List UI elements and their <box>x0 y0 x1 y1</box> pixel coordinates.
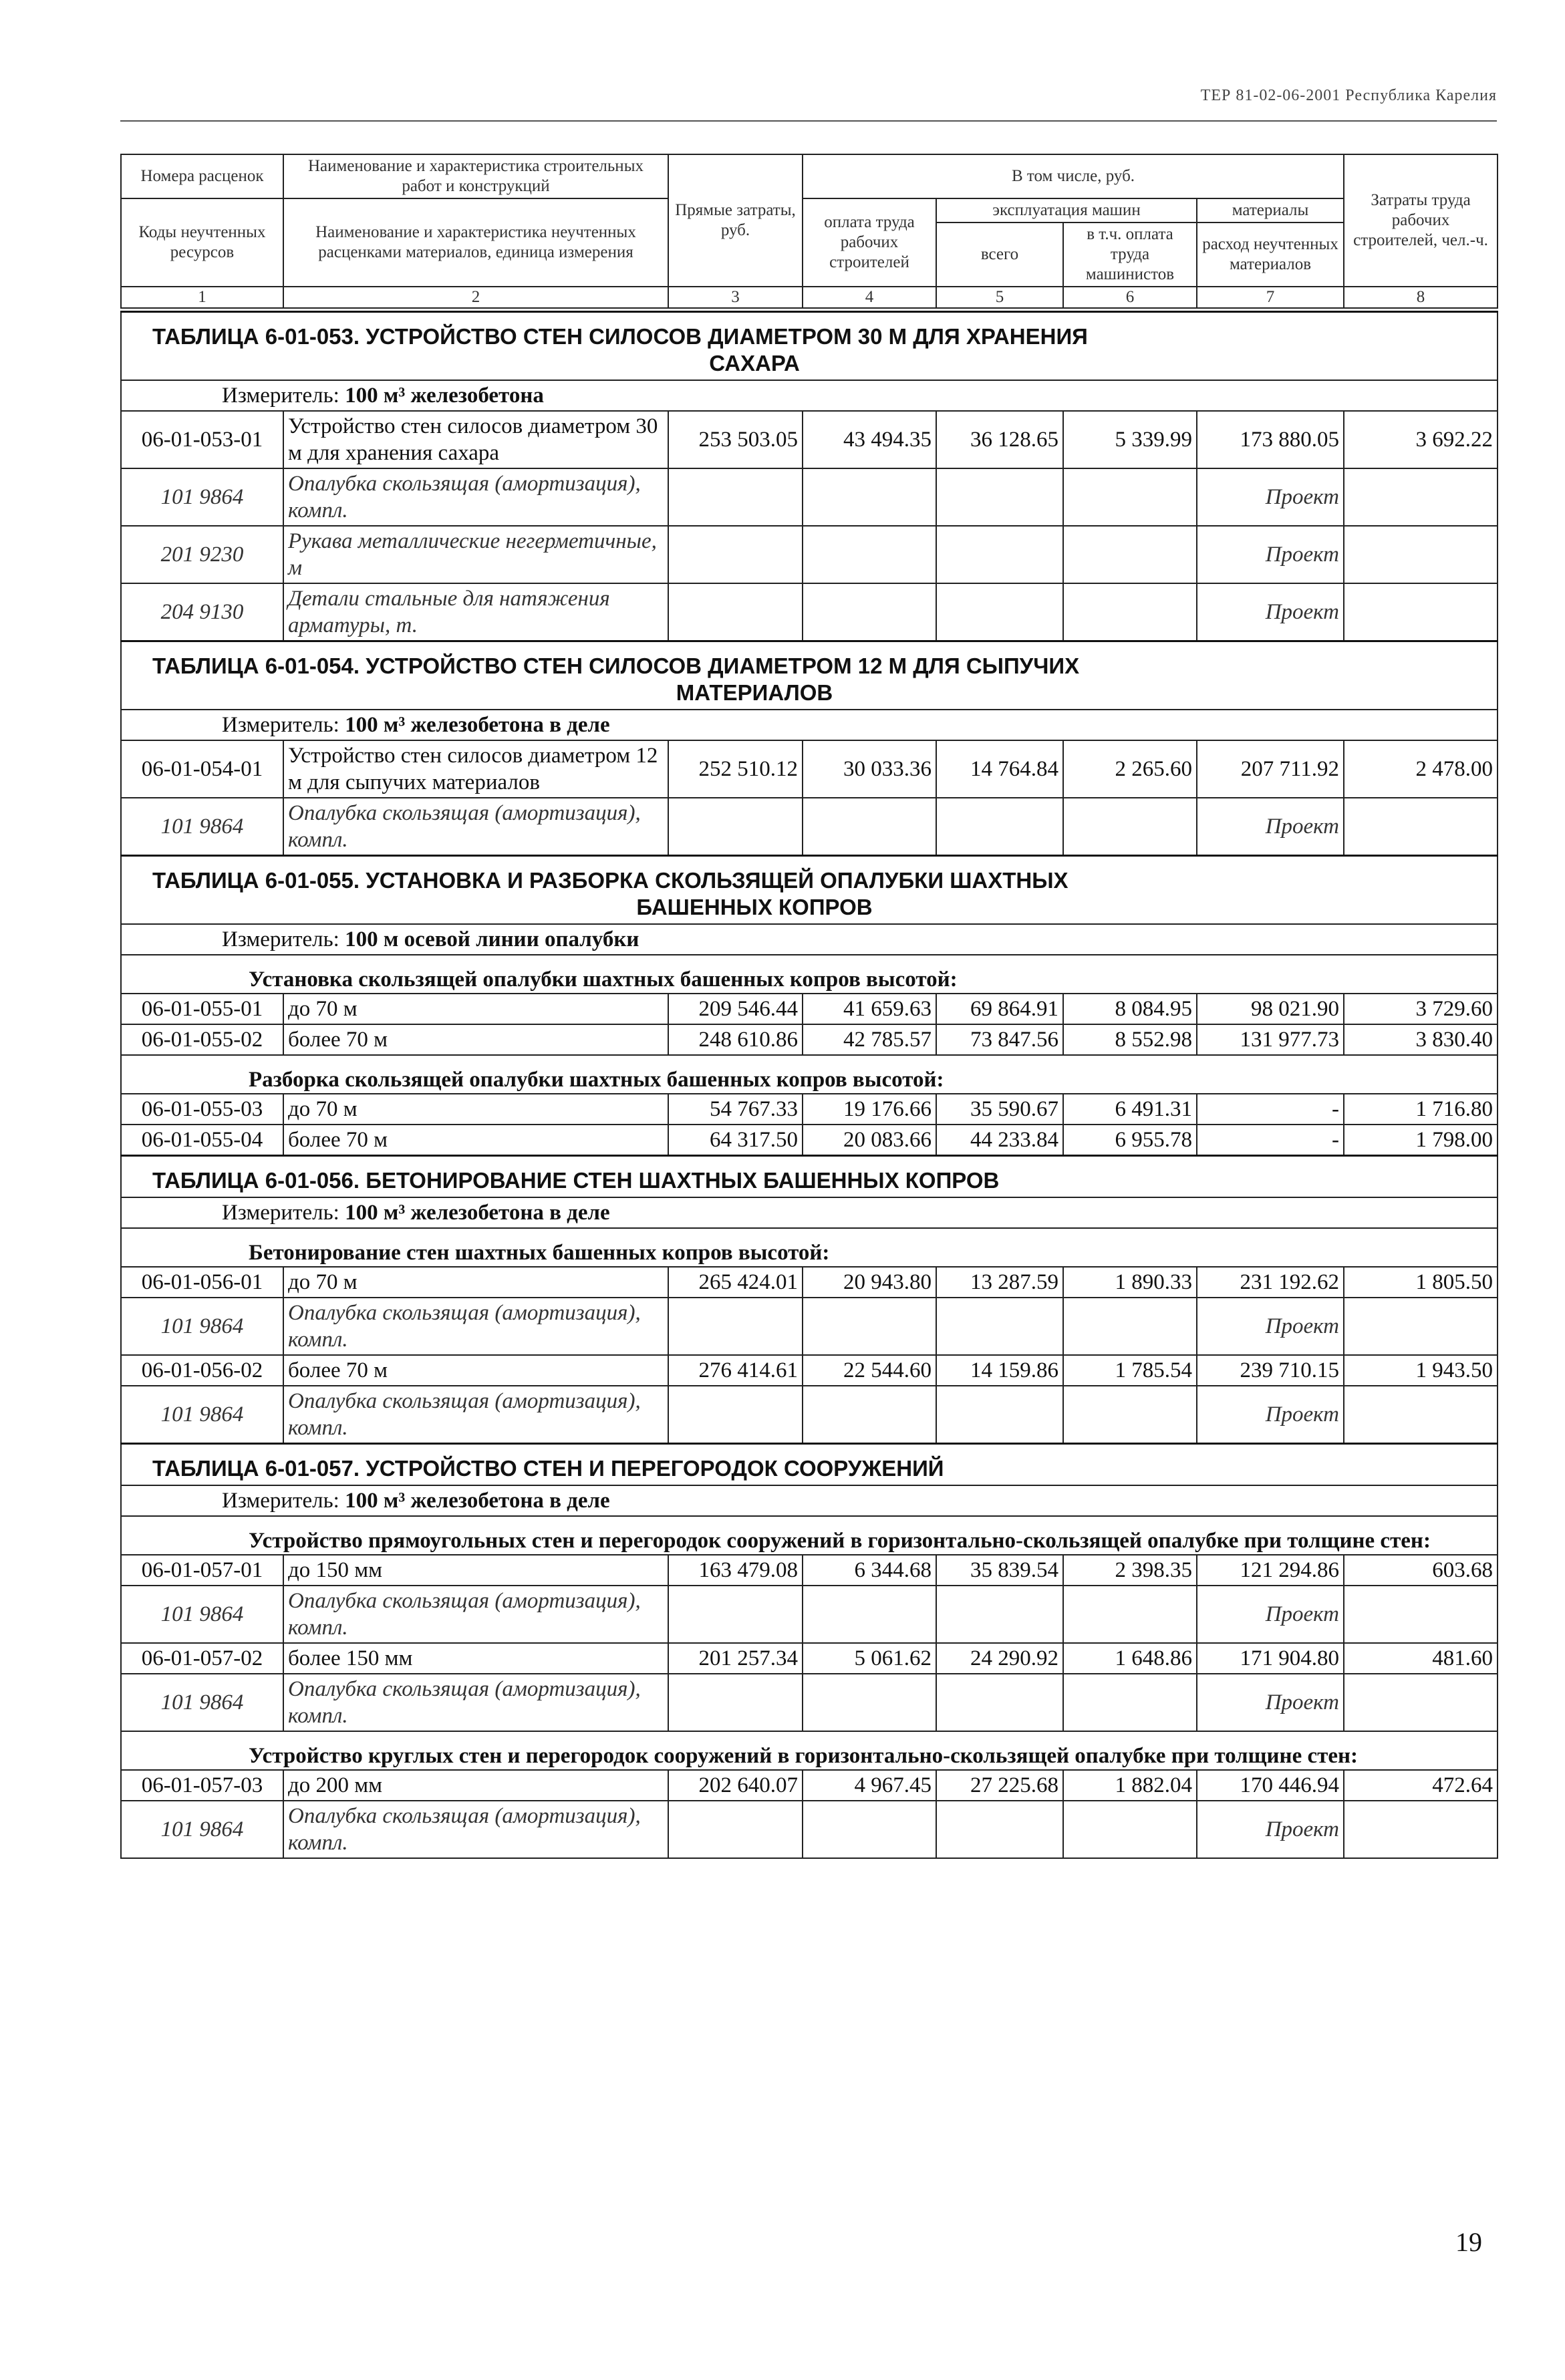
value-c6: 8 084.95 <box>1063 994 1197 1024</box>
empty-cell <box>803 1801 936 1858</box>
value-c5: 35 590.67 <box>936 1094 1063 1125</box>
subsection-heading: Устройство круглых стен и перегородок сооружений в горизонтально-скользящей опалубке при толщине стен: <box>121 1731 1498 1770</box>
header-mat-unaccounted: расход неучтенных материалов <box>1197 222 1344 287</box>
column-number: 4 <box>803 287 936 308</box>
subsection-heading-row <box>121 1516 1498 1555</box>
value-c8: 603.68 <box>1344 1555 1498 1586</box>
empty-cell <box>1063 798 1197 856</box>
page-number: 19 <box>1455 2227 1482 2257</box>
value-c3: 252 510.12 <box>668 740 803 798</box>
value-c7: 231 192.62 <box>1197 1267 1344 1298</box>
measure-label: Измеритель: <box>222 713 339 737</box>
running-header: ТЕР 81-02-06-2001 Республика Карелия <box>1200 87 1497 104</box>
resource-name: Опалубка скользящая (амортизация), компл. <box>283 1386 668 1444</box>
resource-code: 101 9864 <box>121 1298 283 1355</box>
empty-cell <box>936 798 1063 856</box>
table-title-text: ТАБЛИЦА 6-01-057. УСТРОЙСТВО СТЕН И ПЕРЕГОРОДОК СООРУЖЕНИЙ <box>152 1456 944 1481</box>
value-c4: 5 061.62 <box>803 1643 936 1674</box>
rate-code: 06-01-053-01 <box>121 411 283 468</box>
value-c8: 1 716.80 <box>1344 1094 1498 1125</box>
project-note: Проект <box>1197 1801 1344 1858</box>
rate-code: 06-01-056-02 <box>121 1355 283 1386</box>
empty-cell <box>1344 1586 1498 1643</box>
value-c5: 73 847.56 <box>936 1024 1063 1055</box>
empty-cell <box>803 1674 936 1731</box>
value-c5: 14 159.86 <box>936 1355 1063 1386</box>
measure-unit <box>121 710 1498 740</box>
value-c3: 209 546.44 <box>668 994 803 1024</box>
value-c5: 24 290.92 <box>936 1643 1063 1674</box>
empty-cell <box>1344 1386 1498 1444</box>
rate-code: 06-01-057-02 <box>121 1643 283 1674</box>
rate-row <box>121 1555 1498 1586</box>
table-title-text: ТАБЛИЦА 6-01-053. УСТРОЙСТВО СТЕН СИЛОСОВ ДИАМЕТРОМ 30 М ДЛЯ ХРАНЕНИЯ <box>152 324 1088 349</box>
value-c5: 13 287.59 <box>936 1267 1063 1298</box>
resource-name: Детали стальные для натяжения арматуры, т. <box>283 583 668 641</box>
rate-name: до 150 мм <box>283 1555 668 1586</box>
empty-cell <box>803 798 936 856</box>
subsection-heading: Установка скользящей опалубки шахтных башенных копров высотой: <box>121 955 1498 994</box>
resource-row <box>121 1674 1498 1731</box>
empty-cell <box>936 1586 1063 1643</box>
value-c4: 41 659.63 <box>803 994 936 1024</box>
column-number: 3 <box>668 287 803 308</box>
empty-cell <box>1344 1674 1498 1731</box>
value-c8: 1 943.50 <box>1344 1355 1498 1386</box>
value-c5: 27 225.68 <box>936 1770 1063 1801</box>
measure-value: 100 м³ железобетона в деле <box>345 1201 610 1225</box>
empty-cell <box>936 583 1063 641</box>
empty-cell <box>1063 1801 1197 1858</box>
empty-cell <box>668 468 803 526</box>
empty-cell <box>803 1386 936 1444</box>
rate-code: 06-01-055-03 <box>121 1094 283 1125</box>
measure-row <box>121 924 1498 955</box>
empty-cell <box>668 798 803 856</box>
measure-row <box>121 710 1498 740</box>
column-number-row <box>121 287 1498 308</box>
resource-code: 204 9130 <box>121 583 283 641</box>
project-note: Проект <box>1197 1586 1344 1643</box>
value-c7: - <box>1197 1125 1344 1156</box>
rate-code: 06-01-056-01 <box>121 1267 283 1298</box>
value-c4: 20 943.80 <box>803 1267 936 1298</box>
value-c7: 173 880.05 <box>1197 411 1344 468</box>
value-c3: 163 479.08 <box>668 1555 803 1586</box>
measure-label: Измеритель: <box>222 1489 339 1513</box>
empty-cell <box>936 1298 1063 1355</box>
resource-name: Рукава металлические негерметичные, м <box>283 526 668 583</box>
column-number: 7 <box>1197 287 1344 308</box>
value-c8: 1 805.50 <box>1344 1267 1498 1298</box>
measure-label: Измеритель: <box>222 384 339 408</box>
column-number: 2 <box>283 287 668 308</box>
resource-row <box>121 798 1498 856</box>
project-note: Проект <box>1197 1298 1344 1355</box>
header-name-bottom: Наименование и характеристика неучтенных расценками материалов, единица измерения <box>283 198 668 287</box>
value-c3: 248 610.86 <box>668 1024 803 1055</box>
rate-name: более 70 м <box>283 1024 668 1055</box>
rate-row <box>121 1094 1498 1125</box>
empty-cell <box>936 526 1063 583</box>
value-c7: 131 977.73 <box>1197 1024 1344 1055</box>
empty-cell <box>803 526 936 583</box>
table-title-text-line2: БАШЕННЫХ КОПРОВ <box>636 895 873 919</box>
resource-row <box>121 1386 1498 1444</box>
resource-code: 101 9864 <box>121 1674 283 1731</box>
value-c5: 69 864.91 <box>936 994 1063 1024</box>
resource-name: Опалубка скользящая (амортизация), компл. <box>283 1586 668 1643</box>
resource-name: Опалубка скользящая (амортизация), компл. <box>283 468 668 526</box>
measure-row <box>121 380 1498 411</box>
measure-unit <box>121 1197 1498 1228</box>
value-c4: 19 176.66 <box>803 1094 936 1125</box>
rate-name: до 70 м <box>283 1094 668 1125</box>
table-title-text: ТАБЛИЦА 6-01-055. УСТАНОВКА И РАЗБОРКА СКОЛЬЗЯЩЕЙ ОПАЛУБКИ ШАХТНЫХ <box>152 868 1069 893</box>
value-c6: 6 491.31 <box>1063 1094 1197 1125</box>
column-header-table <box>120 154 1498 309</box>
value-c8: 1 798.00 <box>1344 1125 1498 1156</box>
value-c7: 121 294.86 <box>1197 1555 1344 1586</box>
empty-cell <box>1063 1586 1197 1643</box>
rate-name: более 70 м <box>283 1125 668 1156</box>
value-c4: 42 785.57 <box>803 1024 936 1055</box>
value-c7: - <box>1197 1094 1344 1125</box>
rate-row <box>121 1024 1498 1055</box>
value-c4: 4 967.45 <box>803 1770 936 1801</box>
empty-cell <box>1063 1674 1197 1731</box>
empty-cell <box>1344 798 1498 856</box>
empty-cell <box>1063 1386 1197 1444</box>
resource-row <box>121 468 1498 526</box>
value-c3: 276 414.61 <box>668 1355 803 1386</box>
value-c8: 481.60 <box>1344 1643 1498 1674</box>
header-total: всего <box>936 222 1063 287</box>
table-title <box>121 856 1498 925</box>
empty-cell <box>803 583 936 641</box>
value-c6: 2 265.60 <box>1063 740 1197 798</box>
value-c6: 1 648.86 <box>1063 1643 1197 1674</box>
value-c6: 1 785.54 <box>1063 1355 1197 1386</box>
value-c5: 44 233.84 <box>936 1125 1063 1156</box>
column-number: 8 <box>1344 287 1498 308</box>
column-number: 6 <box>1063 287 1197 308</box>
rate-name: до 70 м <box>283 994 668 1024</box>
value-c4: 6 344.68 <box>803 1555 936 1586</box>
value-c3: 202 640.07 <box>668 1770 803 1801</box>
empty-cell <box>936 1674 1063 1731</box>
table-title-row <box>121 1156 1498 1198</box>
empty-cell <box>668 1586 803 1643</box>
empty-cell <box>1344 526 1498 583</box>
project-note: Проект <box>1197 1386 1344 1444</box>
value-c7: 239 710.15 <box>1197 1355 1344 1386</box>
resource-row <box>121 583 1498 641</box>
rate-row <box>121 740 1498 798</box>
value-c8: 3 692.22 <box>1344 411 1498 468</box>
resource-code: 101 9864 <box>121 798 283 856</box>
table-title-row <box>121 312 1498 381</box>
rate-name: до 200 мм <box>283 1770 668 1801</box>
value-c8: 472.64 <box>1344 1770 1498 1801</box>
empty-cell <box>1063 468 1197 526</box>
empty-cell <box>668 1386 803 1444</box>
value-c7: 98 021.90 <box>1197 994 1344 1024</box>
empty-cell <box>803 468 936 526</box>
rate-code: 06-01-057-01 <box>121 1555 283 1586</box>
rate-row <box>121 411 1498 468</box>
measure-unit <box>121 1485 1498 1516</box>
resource-code: 101 9864 <box>121 468 283 526</box>
header-rule <box>120 120 1497 122</box>
subsection-heading: Устройство прямоугольных стен и перегородок сооружений в горизонтально-скользящей опалубке при толщине стен: <box>121 1516 1498 1555</box>
empty-cell <box>668 1801 803 1858</box>
resource-row <box>121 526 1498 583</box>
measure-row <box>121 1485 1498 1516</box>
project-note: Проект <box>1197 468 1344 526</box>
measure-label: Измеритель: <box>222 927 339 951</box>
rate-code: 06-01-055-01 <box>121 994 283 1024</box>
value-c6: 6 955.78 <box>1063 1125 1197 1156</box>
table-title <box>121 1156 1498 1198</box>
project-note: Проект <box>1197 526 1344 583</box>
measure-value: 100 м³ железобетона <box>345 384 544 408</box>
value-c3: 265 424.01 <box>668 1267 803 1298</box>
value-c8: 3 830.40 <box>1344 1024 1498 1055</box>
column-number: 1 <box>121 287 283 308</box>
table-title-text: ТАБЛИЦА 6-01-054. УСТРОЙСТВО СТЕН СИЛОСОВ ДИАМЕТРОМ 12 М ДЛЯ СЫПУЧИХ <box>152 653 1080 678</box>
empty-cell <box>1063 1298 1197 1355</box>
measure-row <box>121 1197 1498 1228</box>
rate-code: 06-01-055-04 <box>121 1125 283 1156</box>
value-c5: 35 839.54 <box>936 1555 1063 1586</box>
value-c7: 171 904.80 <box>1197 1643 1344 1674</box>
value-c7: 207 711.92 <box>1197 740 1344 798</box>
rate-name: более 150 мм <box>283 1643 668 1674</box>
table-title <box>121 312 1498 381</box>
empty-cell <box>1063 526 1197 583</box>
table-title <box>121 1444 1498 1486</box>
rate-row <box>121 1125 1498 1156</box>
measure-unit <box>121 380 1498 411</box>
rate-code: 06-01-054-01 <box>121 740 283 798</box>
resource-name: Опалубка скользящая (амортизация), компл. <box>283 1801 668 1858</box>
subsection-heading: Разборка скользящей опалубки шахтных башенных копров высотой: <box>121 1055 1498 1094</box>
empty-cell <box>803 1586 936 1643</box>
value-c6: 5 339.99 <box>1063 411 1197 468</box>
rate-row <box>121 1267 1498 1298</box>
value-c4: 20 083.66 <box>803 1125 936 1156</box>
value-c4: 30 033.36 <box>803 740 936 798</box>
value-c3: 54 767.33 <box>668 1094 803 1125</box>
header-codes-top: Номера расценок <box>121 154 283 198</box>
measure-label: Измеритель: <box>222 1201 339 1225</box>
resource-name: Опалубка скользящая (амортизация), компл. <box>283 798 668 856</box>
header-direct-costs: Прямые затраты, руб. <box>668 154 803 287</box>
subsection-heading-row <box>121 1731 1498 1770</box>
header-machine-ops: эксплуатация машин <box>936 198 1197 222</box>
value-c6: 8 552.98 <box>1063 1024 1197 1055</box>
resource-row <box>121 1586 1498 1643</box>
table-title-row <box>121 1444 1498 1486</box>
value-c5: 36 128.65 <box>936 411 1063 468</box>
rate-code: 06-01-055-02 <box>121 1024 283 1055</box>
empty-cell <box>1344 1801 1498 1858</box>
resource-code: 201 9230 <box>121 526 283 583</box>
table-title-text-line2: САХАРА <box>709 351 800 376</box>
resource-code: 101 9864 <box>121 1801 283 1858</box>
subsection-heading-row <box>121 955 1498 994</box>
value-c3: 201 257.34 <box>668 1643 803 1674</box>
value-c6: 1 882.04 <box>1063 1770 1197 1801</box>
empty-cell <box>1344 468 1498 526</box>
rate-code: 06-01-057-03 <box>121 1770 283 1801</box>
subsection-heading: Бетонирование стен шахтных башенных копров высотой: <box>121 1228 1498 1267</box>
value-c8: 3 729.60 <box>1344 994 1498 1024</box>
empty-cell <box>668 526 803 583</box>
table-title-text-line2: МАТЕРИАЛОВ <box>676 680 833 705</box>
rate-row <box>121 1355 1498 1386</box>
value-c6: 1 890.33 <box>1063 1267 1197 1298</box>
empty-cell <box>936 468 1063 526</box>
empty-cell <box>668 1298 803 1355</box>
header-including: В том числе, руб. <box>803 154 1344 198</box>
header-codes-bottom: Коды неучтенных ресурсов <box>121 198 283 287</box>
header-labor-pay: оплата труда рабочих строителей <box>803 198 936 287</box>
value-c3: 253 503.05 <box>668 411 803 468</box>
empty-cell <box>668 583 803 641</box>
resource-code: 101 9864 <box>121 1386 283 1444</box>
value-c4: 43 494.35 <box>803 411 936 468</box>
empty-cell <box>1063 583 1197 641</box>
rates-table <box>120 311 1498 1859</box>
empty-cell <box>1344 583 1498 641</box>
header-incl-machinist: в т.ч. оплата труда машинистов <box>1063 222 1197 287</box>
subsection-heading-row <box>121 1055 1498 1094</box>
rate-name: Устройство стен силосов диаметром 30 м для хранения сахара <box>283 411 668 468</box>
value-c8: 2 478.00 <box>1344 740 1498 798</box>
resource-row <box>121 1801 1498 1858</box>
project-note: Проект <box>1197 1674 1344 1731</box>
table-title <box>121 641 1498 710</box>
project-note: Проект <box>1197 798 1344 856</box>
table-title-text: ТАБЛИЦА 6-01-056. БЕТОНИРОВАНИЕ СТЕН ШАХТНЫХ БАШЕННЫХ КОПРОВ <box>152 1168 1000 1193</box>
empty-cell <box>803 1298 936 1355</box>
empty-cell <box>1344 1298 1498 1355</box>
empty-cell <box>936 1801 1063 1858</box>
resource-name: Опалубка скользящая (амортизация), компл. <box>283 1298 668 1355</box>
value-c3: 64 317.50 <box>668 1125 803 1156</box>
resource-name: Опалубка скользящая (амортизация), компл. <box>283 1674 668 1731</box>
rate-name: до 70 м <box>283 1267 668 1298</box>
header-materials: материалы <box>1197 198 1344 222</box>
project-note: Проект <box>1197 583 1344 641</box>
rate-row <box>121 994 1498 1024</box>
rate-row <box>121 1643 1498 1674</box>
subsection-heading-row <box>121 1228 1498 1267</box>
table-title-row <box>121 641 1498 710</box>
value-c4: 22 544.60 <box>803 1355 936 1386</box>
value-c6: 2 398.35 <box>1063 1555 1197 1586</box>
rate-name: Устройство стен силосов диаметром 12 м для сыпучих материалов <box>283 740 668 798</box>
measure-unit <box>121 924 1498 955</box>
rate-name: более 70 м <box>283 1355 668 1386</box>
header-labor-costs: Затраты труда рабочих строителей, чел.-ч. <box>1344 154 1498 287</box>
measure-value: 100 м³ железобетона в деле <box>345 713 610 737</box>
resource-code: 101 9864 <box>121 1586 283 1643</box>
header-name-top: Наименование и характеристика строительных работ и конструкций <box>283 154 668 198</box>
empty-cell <box>936 1386 1063 1444</box>
measure-value: 100 м осевой линии опалубки <box>345 927 639 951</box>
value-c5: 14 764.84 <box>936 740 1063 798</box>
rate-row <box>121 1770 1498 1801</box>
column-number: 5 <box>936 287 1063 308</box>
empty-cell <box>668 1674 803 1731</box>
table-title-row <box>121 856 1498 925</box>
measure-value: 100 м³ железобетона в деле <box>345 1489 610 1513</box>
resource-row <box>121 1298 1498 1355</box>
value-c7: 170 446.94 <box>1197 1770 1344 1801</box>
